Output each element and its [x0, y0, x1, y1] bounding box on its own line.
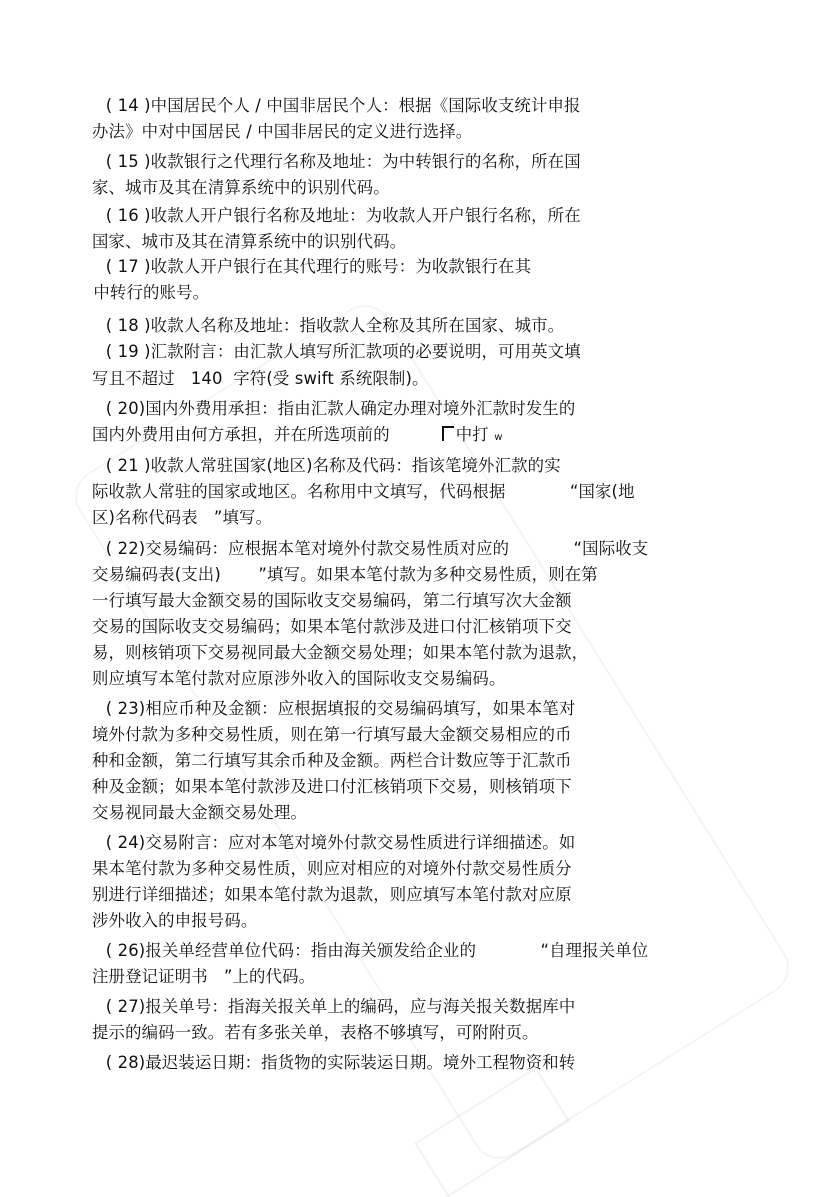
checkbox-corner-icon	[442, 426, 454, 441]
text-line: 种和金额，第二行填写其余币种及金额。两栏合计数应等于汇款币	[92, 751, 572, 770]
text-line: ( 16 )收款人开户银行名称及地址：为收款人开户银行名称，所在	[95, 206, 581, 225]
text-line: 国家、城市及其在清算系统中的识别代码。	[92, 232, 407, 251]
text-line: ( 21 )收款人常驻国家(地区)名称及代码：指该笔境外汇款的实	[95, 456, 561, 475]
text-line: 境外付款为多种交易性质，则在第一行填写最大金额交易相应的币	[92, 725, 572, 744]
text-line: 注册登记证明书 ”上的代码。	[92, 967, 316, 986]
text-line: 易，则核销项下交易视同最大金额交易处理；如果本笔付款为退款，	[92, 643, 589, 662]
text-line: ( 15 )收款银行之代理行名称及地址：为中转银行的名称，所在国	[95, 152, 581, 171]
text-line: 涉外收入的申报号码。	[92, 911, 258, 930]
text-line: 提示的编码一致。若有多张关单，表格不够填写，可附附页。	[92, 1023, 539, 1042]
text-line: ( 14 )中国居民个人 / 中国非居民个人：根据《国际收支统计申报	[95, 96, 581, 115]
text-line: ( 26)报关单经营单位代码：指由海关颁发给企业的 “自理报关单位	[95, 941, 649, 960]
text-line: 果本笔付款为多种交易性质，则应对相应的对境外付款交易性质分	[92, 859, 572, 878]
text-line: 际收款人常驻的国家或地区。名称用中文填写，代码根据 “国家(地	[92, 482, 635, 501]
text-line: 种及金额；如果本笔付款涉及进口付汇核销项下交易，则核销项下	[92, 777, 572, 796]
text-line	[92, 424, 503, 446]
text-line: ( 23)相应币种及金额：应根据填报的交易编码填写，如果本笔对	[95, 699, 576, 718]
text-line: ( 28)最迟装运日期：指货物的实际装运日期。境外工程物资和转	[95, 1053, 576, 1072]
text-line: 交易编码表(支出) ”填写。如果本笔付款为多种交易性质，则在第	[92, 565, 598, 584]
text-segment: 国内外费用由何方承担，并在所选项前的	[92, 425, 390, 444]
text-line: 一行填写最大金额交易的国际收支交易编码，第二行填写次大金额	[92, 591, 572, 610]
text-line: ( 19 )汇款附言：由汇款人填写所汇款项的必要说明，可用英文填	[95, 342, 581, 361]
text-line: 别进行详细描述；如果本笔付款为退款，则应填写本笔付款对应原	[92, 885, 572, 904]
tick-mark: w	[494, 432, 503, 443]
text-line: ( 20)国内外费用承担：指由汇款人确定办理对境外汇款时发生的	[95, 399, 576, 418]
text-line: ( 18 )收款人名称及地址：指收款人全称及其所在国家、城市。	[95, 316, 565, 335]
text-line: ( 24)交易附言：应对本笔对境外付款交易性质进行详细描述。如	[95, 833, 576, 852]
text-line: 中转行的账号。	[88, 283, 210, 302]
text-line: 家、城市及其在清算系统中的识别代码。	[92, 178, 390, 197]
text-line: 区)名称代码表 ”填写。	[92, 508, 273, 527]
text-line: 交易的国际收支交易编码；如果本笔付款涉及进口付汇核销项下交	[92, 617, 572, 636]
text-line: ( 17 )收款人开户银行在其代理行的账号：为收款银行在其	[95, 257, 532, 276]
tick-text: 中打	[455, 425, 489, 444]
text-line: 则应填写本笔付款对应原涉外收入的国际收支交易编码。	[92, 669, 506, 688]
text-line: 写且不超过 140 字符(受 swift 系统限制)。	[92, 369, 429, 388]
text-line: ( 27)报关单号：指海关报关单上的编码，应与海关报关数据库中	[95, 997, 576, 1016]
text-line: 办法》中对中国居民 / 中国非居民的定义进行选择。	[92, 122, 473, 141]
text-line: ( 22)交易编码：应根据本笔对境外付款交易性质对应的 “国际收支	[95, 539, 649, 558]
text-line: 交易视同最大金额交易处理。	[92, 803, 308, 822]
watermark-stamp	[414, 1067, 570, 1197]
